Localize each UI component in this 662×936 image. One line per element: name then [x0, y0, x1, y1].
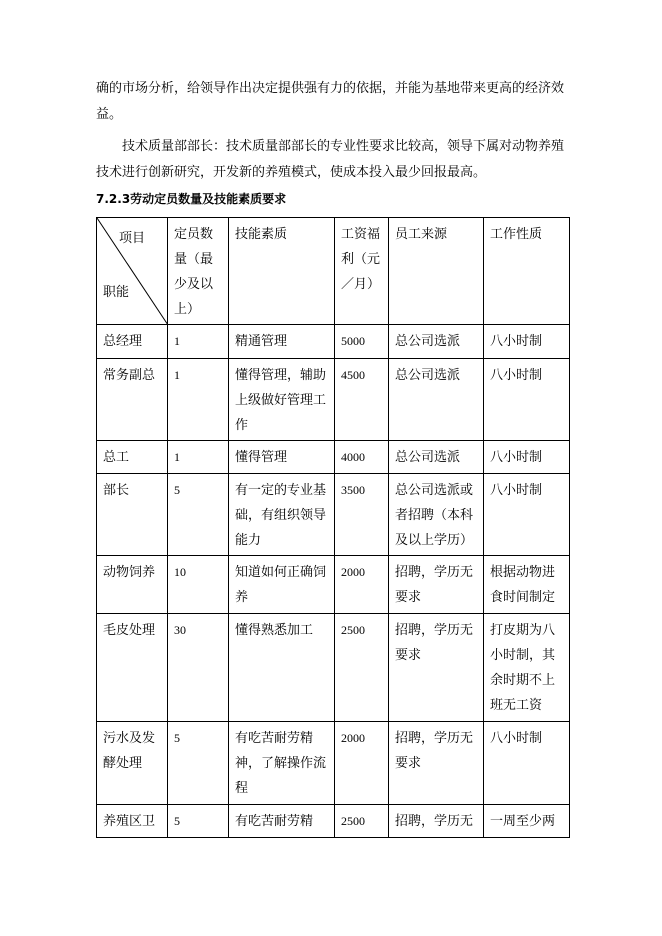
header-diagonal-cell: [97, 218, 168, 325]
cell-salary: 2000: [335, 556, 389, 614]
paragraph-market-analysis: 确的市场分析，给领导作出决定提供强有力的依据，并能为基地带来更高的经济效益。: [96, 81, 565, 122]
cell-skills: 精通管理: [229, 325, 335, 359]
cell-role: 污水及发酵处理: [97, 722, 168, 805]
cell-quota: 30: [168, 614, 229, 722]
cell-quota: 1: [168, 359, 229, 441]
table-row: [97, 359, 570, 441]
header-salary: 工资福利（元／月）: [335, 218, 389, 325]
cell-nature: 八小时制: [484, 359, 570, 441]
table-row: [97, 556, 570, 614]
cell-quota: 10: [168, 556, 229, 614]
cell-skills: 有吃苦耐劳精: [229, 805, 335, 838]
cell-skills: 懂得熟悉加工: [229, 614, 335, 722]
cell-source: 总公司选派: [389, 325, 484, 359]
cell-source: 总公司选派: [389, 441, 484, 474]
header-quota: 定员数量（最少及以上）: [168, 218, 229, 325]
header-source: 员工来源: [389, 218, 484, 325]
header-function-label: 职能: [103, 285, 130, 300]
cell-skills: 有一定的专业基础，有组织领导能力: [229, 474, 335, 556]
cell-skills: 懂得管理，辅助上级做好管理工作: [229, 359, 335, 441]
cell-role: 总经理: [97, 325, 168, 359]
cell-quota: 5: [168, 474, 229, 556]
table-row: [97, 805, 570, 838]
cell-source: 总公司选派或者招聘（本科及以上学历）: [389, 474, 484, 556]
cell-salary: 4000: [335, 441, 389, 474]
table-row: [97, 474, 570, 556]
cell-salary: 2000: [335, 722, 389, 805]
cell-quota: 5: [168, 805, 229, 838]
cell-role: 常务副总: [97, 359, 168, 441]
header-item-label: 项目: [118, 231, 145, 246]
cell-role: 动物饲养: [97, 556, 168, 614]
cell-source: 总公司选派: [389, 359, 484, 441]
cell-source: 招聘，学历无要求: [389, 722, 484, 805]
cell-nature: 八小时制: [484, 474, 570, 556]
cell-quota: 1: [168, 325, 229, 359]
cell-salary: 5000: [335, 325, 389, 359]
cell-nature: 打皮期为八小时制，其余时期不上班无工资: [484, 614, 570, 722]
cell-role: 部长: [97, 474, 168, 556]
cell-skills: 知道如何正确饲养: [229, 556, 335, 614]
cell-role: 养殖区卫: [97, 805, 168, 838]
table-row: [97, 441, 570, 474]
cell-quota: 1: [168, 441, 229, 474]
section-heading: 7.2.3劳动定员数量及技能素质要求: [96, 192, 287, 206]
cell-salary: 2500: [335, 805, 389, 838]
cell-source: 招聘，学历无要求: [389, 614, 484, 722]
header-nature: 工作性质: [484, 218, 570, 325]
staffing-table: [96, 217, 570, 838]
cell-role: 毛皮处理: [97, 614, 168, 722]
table-row: [97, 325, 570, 359]
cell-skills: 有吃苦耐劳精神，了解操作流程: [229, 722, 335, 805]
table-header-row: [97, 218, 570, 325]
cell-nature: 一周至少两: [484, 805, 570, 838]
cell-role: 总工: [97, 441, 168, 474]
header-skills: 技能素质: [229, 218, 335, 325]
cell-skills: 懂得管理: [229, 441, 335, 474]
cell-nature: 八小时制: [484, 441, 570, 474]
cell-nature: 八小时制: [484, 325, 570, 359]
cell-nature: 根据动物进食时间制定: [484, 556, 570, 614]
table-row: [97, 722, 570, 805]
paragraph-tech-quality-head: 技术质量部部长：技术质量部部长的专业性要求比较高，领导下属对动物养殖技术进行创新研究，开发新的养殖模式，使成本投入最少回报最高。: [96, 139, 565, 180]
cell-salary: 4500: [335, 359, 389, 441]
cell-source: 招聘，学历无要求: [389, 556, 484, 614]
table-row: [97, 614, 570, 722]
cell-source: 招聘，学历无: [389, 805, 484, 838]
cell-salary: 3500: [335, 474, 389, 556]
cell-salary: 2500: [335, 614, 389, 722]
cell-nature: 八小时制: [484, 722, 570, 805]
cell-quota: 5: [168, 722, 229, 805]
